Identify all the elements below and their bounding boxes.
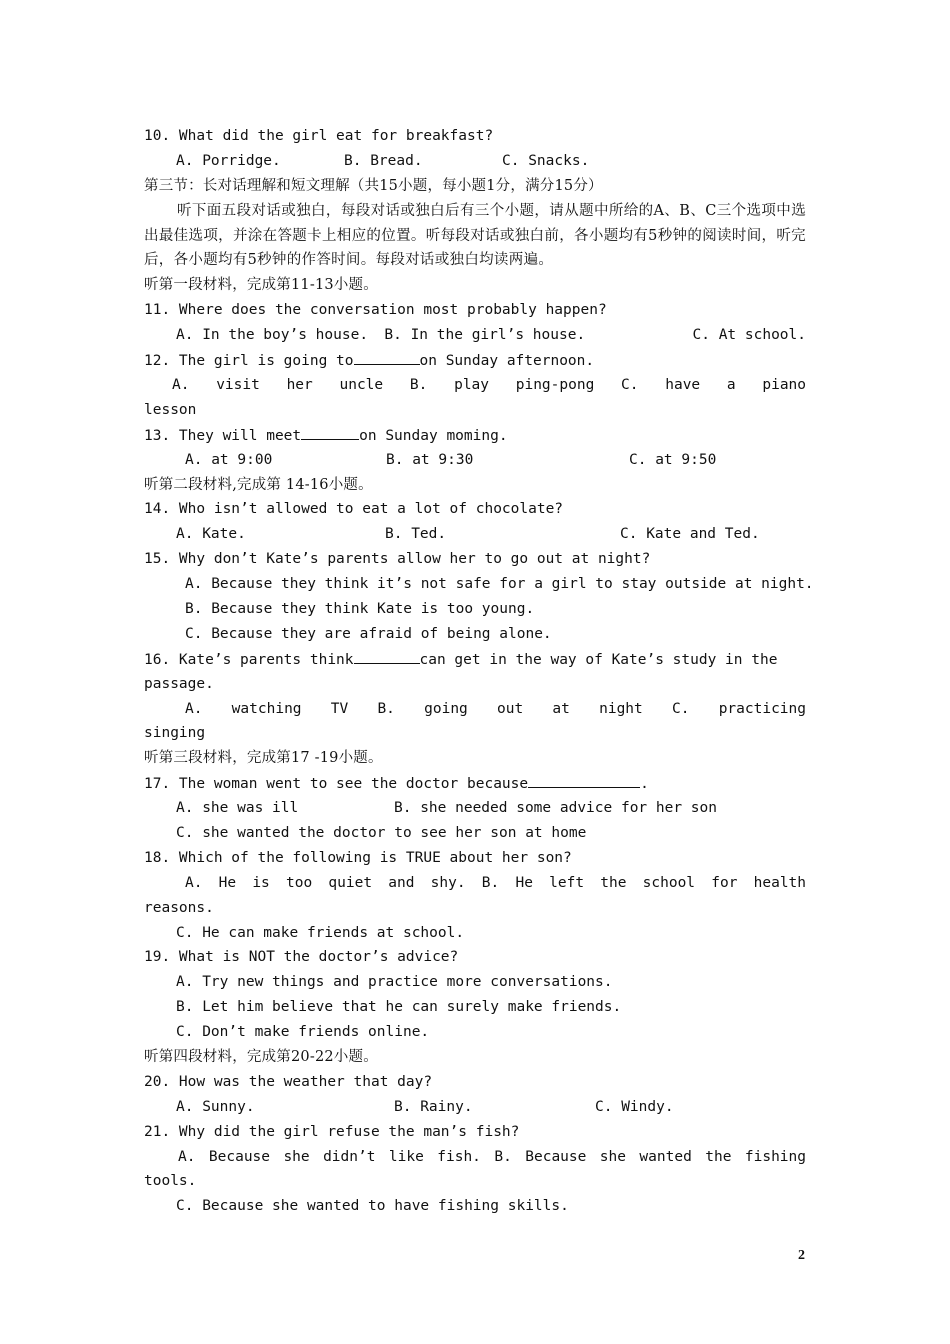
question-17-text-end: .: [640, 776, 649, 793]
question-20: 20. How was the weather that day?: [144, 1073, 433, 1090]
option-a: A. visit her uncle: [172, 376, 384, 393]
question-16-text: 16. Kate’s parents think: [144, 651, 354, 668]
question-12-text-end: on Sunday afternoon.: [419, 353, 595, 370]
page-number: 2: [798, 1248, 805, 1263]
option-b: B. Because she wanted the fishing: [494, 1148, 806, 1165]
option-c: C. Don’t make friends online.: [176, 1024, 430, 1041]
section-heading: 第三节：长对话理解和短文理解（共15小题，每小题1分，满分15分）: [144, 177, 603, 194]
question-11-options: [144, 323, 806, 348]
question-17-text: 17. The woman went to see the doctor because: [144, 776, 529, 793]
option-b: B. Because they think Kate is too young.: [185, 600, 535, 617]
question-15: 15. Why don’t Kate’s parents allow her to go out at night?: [144, 551, 651, 568]
question-14: 14. Who isn’t allowed to eat a lot of chocolate?: [144, 501, 564, 518]
question-10-options: [144, 149, 806, 174]
option-c-continued: lesson: [144, 401, 197, 418]
option-b: B. Rainy.: [394, 1098, 473, 1115]
question-10: 10. What did the girl eat for breakfast?: [144, 128, 494, 144]
option-b: B. Ted.: [385, 526, 447, 543]
option-b-continued: reasons.: [144, 899, 214, 916]
option-c: C. Because they are afraid of being alone.: [185, 625, 552, 642]
question-14-options: [144, 522, 806, 547]
option-b: B. In the girl’s house.: [384, 327, 586, 344]
question-17-options: [144, 796, 806, 821]
option-b: B. Bread.: [344, 152, 423, 169]
answer-blank: [354, 647, 420, 664]
option-c: C. Windy.: [595, 1098, 674, 1115]
option-a: A. at 9:00: [185, 451, 273, 468]
question-19: 19. What is NOT the doctor’s advice?: [144, 949, 459, 966]
question-18: 18. Which of the following is TRUE about her son?: [144, 849, 572, 866]
question-17: [144, 771, 806, 796]
question-16-text-end: can get in the way of Kate’s study in the: [419, 651, 778, 668]
answer-blank: [354, 348, 420, 365]
option-c: C. at 9:50: [629, 451, 717, 468]
answer-blank: [528, 771, 640, 788]
material-heading-3: 听第三段材料，完成第17 -19小题。: [144, 750, 383, 767]
option-a: A. Try new things and practice more conversations.: [176, 974, 613, 991]
question-13-options: [144, 448, 806, 473]
option-b: B. she needed some advice for her son: [394, 800, 718, 817]
option-a: A. Porridge.: [176, 152, 281, 169]
option-c: C. practicing: [672, 700, 806, 717]
question-13: [144, 423, 806, 448]
option-b: B. at 9:30: [386, 451, 474, 468]
option-c: C. Snacks.: [502, 152, 590, 169]
option-b: B. play ping-pong: [409, 376, 595, 393]
material-heading-1: 听第一段材料，完成第11-13小题。: [144, 277, 378, 294]
option-a: A. Because they think it’s not safe for a girl to stay outside at night.: [185, 576, 814, 593]
option-a: A. Sunny.: [176, 1098, 255, 1115]
question-16: [144, 647, 806, 672]
option-b-continued: tools.: [144, 1173, 197, 1190]
option-a: A. she was ill: [176, 800, 299, 817]
question-13-text: 13. They will meet: [144, 427, 302, 444]
question-13-text-end: on Sunday moming.: [359, 427, 508, 444]
material-heading-2: 听第二段材料,完成第 14-16小题。: [144, 476, 373, 493]
option-a: A. He is too quiet and shy.: [185, 874, 466, 891]
option-b: B. Let him believe that he can surely make friends.: [176, 999, 622, 1016]
option-a: A. watching TV: [185, 700, 349, 717]
page-content: [144, 124, 814, 1219]
option-a: A. Kate.: [176, 526, 246, 543]
option-c: C. have a piano: [621, 376, 806, 393]
option-b: B. going out at night: [377, 700, 643, 717]
question-21: 21. Why did the girl refuse the man’s fish?: [144, 1123, 520, 1140]
question-12-options: [144, 373, 806, 398]
option-a: A. In the boy’s house.: [176, 327, 369, 344]
question-16-options: [144, 697, 806, 722]
question-21-options: [144, 1145, 806, 1170]
option-c: C. she wanted the doctor to see her son at home: [176, 824, 587, 841]
section-instructions: 听下面五段对话或独白，每段对话或独白后有三个小题，请从题中所给的A、B、C三个选项中选出最佳选项，并涂在答题卡上相应的位置。听每段对话或独白前，各小题均有5秒钟的阅读时间，听完后，各小题均有5秒钟的作答时间。每段对话或独白均读两遍。: [144, 202, 806, 269]
material-heading-4: 听第四段材料，完成第20-22小题。: [144, 1049, 378, 1065]
answer-blank: [301, 423, 359, 440]
question-11: 11. Where does the conversation most probably happen?: [144, 302, 607, 319]
option-c-continued: singing: [144, 725, 206, 742]
question-12-text: 12. The girl is going to: [144, 353, 354, 370]
option-c: C. Because she wanted to have fishing skills.: [176, 1198, 569, 1215]
question-20-options: [144, 1095, 806, 1120]
option-c: C. At school.: [692, 327, 806, 344]
option-c: C. Kate and Ted.: [620, 526, 760, 543]
question-12: [144, 348, 806, 373]
option-a: A. Because she didn’t like fish.: [178, 1148, 481, 1165]
question-16-continued: passage.: [144, 675, 214, 692]
option-c: C. He can make friends at school.: [176, 924, 465, 941]
option-b: B. He left the school for health: [481, 874, 806, 891]
question-18-options: [144, 871, 806, 896]
